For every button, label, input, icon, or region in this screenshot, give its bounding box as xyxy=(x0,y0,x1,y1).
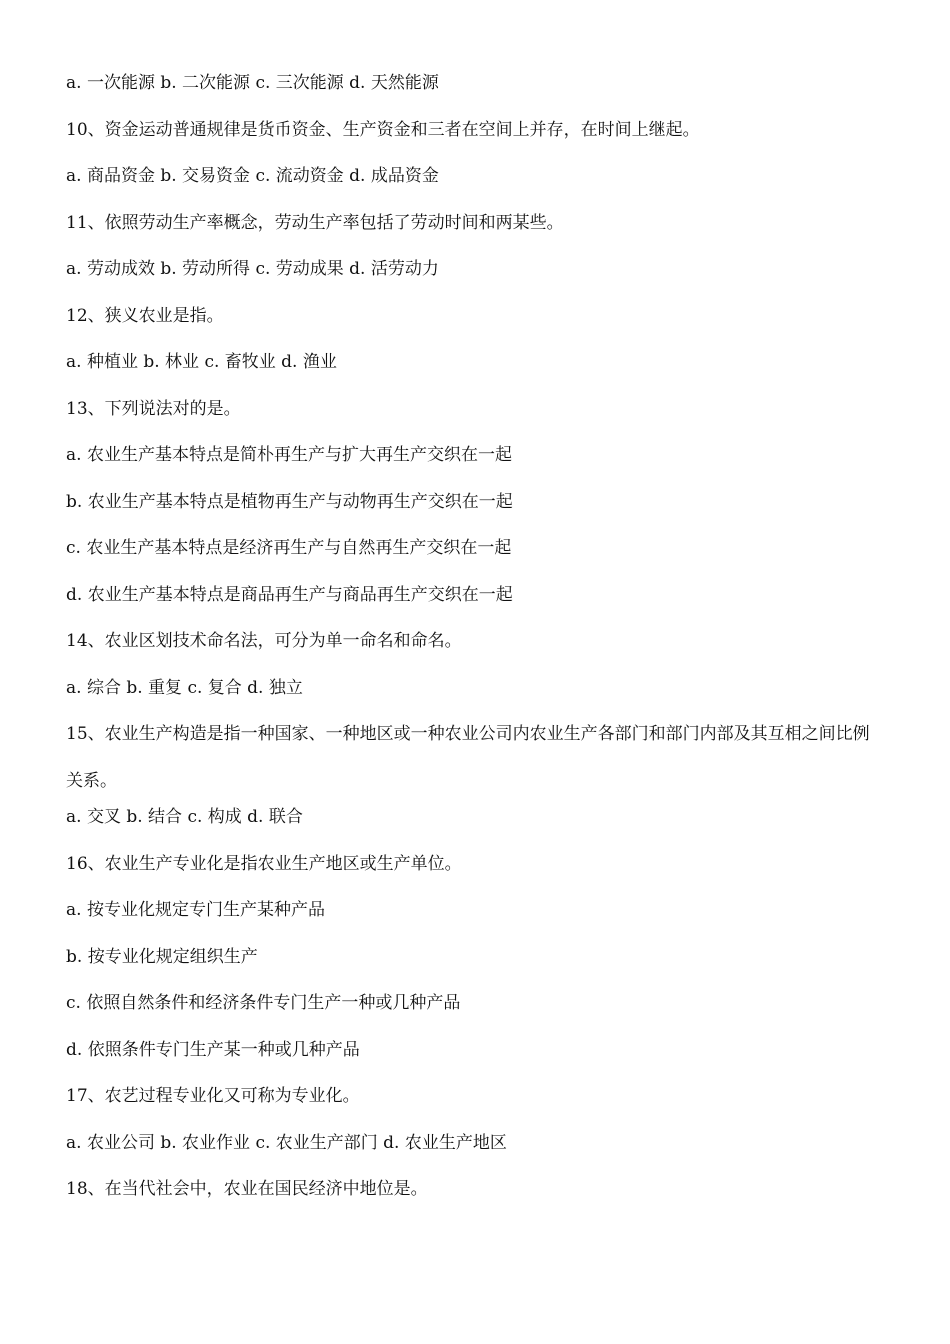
option-line-q11: a. 劳动成效 b. 劳动所得 c. 劳动成果 d. 活劳动力 xyxy=(66,259,439,279)
option-q13-a: a. 农业生产基本特点是简朴再生产与扩大再生产交织在一起 xyxy=(66,445,512,465)
question-18: 18、在当代社会中，农业在国民经济中地位是。 xyxy=(66,1179,428,1199)
question-11: 11、依照劳动生产率概念，劳动生产率包括了劳动时间和两某些。 xyxy=(66,212,564,233)
option-line-q14: a. 综合 b. 重复 c. 复合 d. 独立 xyxy=(66,677,303,698)
option-line-q15: a. 交叉 b. 结合 c. 构成 d. 联合 xyxy=(66,807,303,827)
question-10: 10、资金运动普通规律是货币资金、生产资金和三者在空间上并存，在时间上继起。 xyxy=(66,119,700,140)
option-q16-b: b. 按专业化规定组织生产 xyxy=(66,946,258,967)
option-q16-d: d. 依照条件专门生产某一种或几种产品 xyxy=(66,1039,360,1060)
question-16: 16、农业生产专业化是指农业生产地区或生产单位。 xyxy=(66,853,462,874)
question-13: 13、下列说法对的是。 xyxy=(66,398,241,419)
option-q16-c: c. 依照自然条件和经济条件专门生产一种或几种产品 xyxy=(66,993,461,1013)
option-line-q17: a. 农业公司 b. 农业作业 c. 农业生产部门 d. 农业生产地区 xyxy=(66,1132,507,1153)
option-line-q12: a. 种植业 b. 林业 c. 畜牧业 d. 渔业 xyxy=(66,352,337,372)
question-17: 17、农艺过程专业化又可称为专业化。 xyxy=(66,1086,360,1106)
question-12: 12、狭义农业是指。 xyxy=(66,305,224,326)
option-line-q9: a. 一次能源 b. 二次能源 c. 三次能源 d. 天然能源 xyxy=(66,73,439,93)
question-15: 15、农业生产构造是指一种国家、一种地区或一种农业公司内农业生产各部门和部门内部及其互相之间比例关系。 xyxy=(66,724,870,791)
question-14: 14、农业区划技术命名法，可分为单一命名和命名。 xyxy=(66,631,462,651)
option-q13-d: d. 农业生产基本特点是商品再生产与商品再生产交织在一起 xyxy=(66,584,513,605)
option-q13-b: b. 农业生产基本特点是植物再生产与动物再生产交织在一起 xyxy=(66,491,513,512)
option-line-q10: a. 商品资金 b. 交易资金 c. 流动资金 d. 成品资金 xyxy=(66,166,439,186)
option-q16-a: a. 按专业化规定专门生产某种产品 xyxy=(66,900,325,920)
option-q13-c: c. 农业生产基本特点是经济再生产与自然再生产交织在一起 xyxy=(66,538,512,558)
